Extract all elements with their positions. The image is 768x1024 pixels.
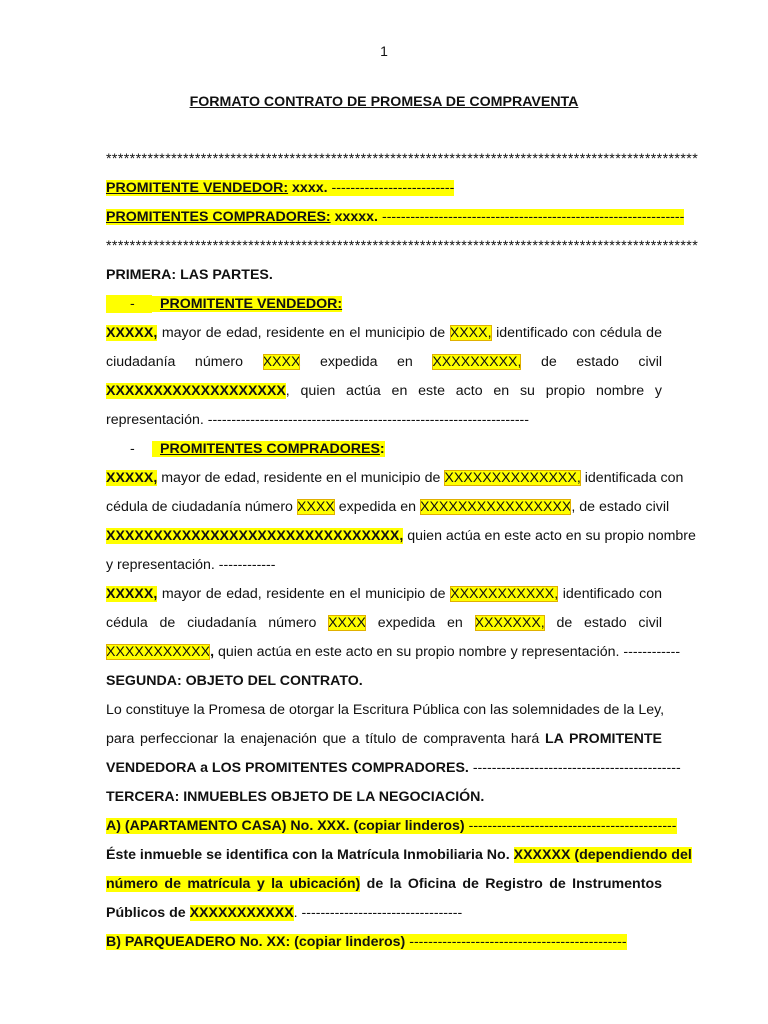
tercera-text-2: de la Oficina de Registro de Instrumentos [366, 876, 662, 892]
tercera-heading-text: TERCERA: INMUEBLES OBJETO DE LA NEGOCIACIÓN. [106, 789, 485, 805]
c1-text-1: mayor de edad, residente en el municipio de [161, 470, 441, 486]
comprador2-line-1 [106, 585, 662, 603]
tercera-hl-2: número de matrícula y la ubicación) [106, 876, 361, 892]
segunda-heading [106, 672, 662, 690]
tercera-dashes-3: . ---------------------------------- [293, 905, 463, 921]
c1-text-2: identificada con [584, 470, 684, 486]
page-number: 1 [380, 43, 388, 59]
star-separator-top: **************************************************************************************************** [106, 151, 699, 167]
item-a-text: A) (APARTAMENTO CASA) No. XXX. (copiar linderos) [106, 818, 465, 834]
c2-text-4: expedida en [377, 615, 463, 631]
compradores-dashes: ---------------------------------------------------------------- [381, 209, 685, 225]
c1-text-6: quien actúa en este acto en su propio nombre [407, 528, 696, 544]
v-text-2: identificado con cédula de [496, 325, 662, 341]
c1-text-4: expedida en [338, 499, 417, 515]
c1-municipio: XXXXXXXXXXXXXX, [444, 470, 581, 486]
tercera-line-3 [106, 904, 662, 922]
c1-expedida: XXXXXXXXXXXXXXXX [419, 499, 572, 515]
tercera-line-1 [106, 846, 692, 864]
compradores-value: xxxxx. [334, 209, 379, 225]
tercera-item-a [106, 817, 677, 835]
primera-heading [106, 266, 662, 284]
vendedor-dashes: -------------------------- [331, 180, 455, 196]
c1-text-5: , de estado civil [571, 499, 670, 515]
segunda-heading-text: SEGUNDA: OBJETO DEL CONTRATO. [106, 673, 363, 689]
v-text-5: de estado civil [540, 354, 663, 370]
item-b-dashes: ---------------------------------------------- [409, 934, 627, 950]
c2-text-1: mayor de edad, residente en el municipio de [161, 586, 446, 602]
compradores-label: PROMITENTES COMPRADORES: [106, 209, 331, 225]
tercera-line-2 [106, 875, 662, 893]
header-vendedor [106, 179, 662, 197]
c1-text-3: cédula de ciudadanía número [106, 499, 293, 515]
vendedor-line-2 [106, 353, 662, 371]
tercera-heading [106, 788, 662, 806]
c2-name: XXXXX, [106, 586, 158, 602]
compradores-colon: : [379, 441, 385, 457]
bullet-compradores [106, 440, 662, 458]
c2-municipio: XXXXXXXXXXX, [450, 586, 559, 602]
v-estado-civil: XXXXXXXXXXXXXXXXXXX [106, 383, 286, 399]
comprador1-line-2 [106, 498, 670, 516]
item-a-dashes: -------------------------------------------- [468, 818, 677, 834]
vendedor-line-4: representación. -------------------------------------------------------------------- [106, 412, 530, 428]
c2-comma: , [210, 644, 215, 660]
segunda-line-3 [106, 759, 681, 777]
c2-text-3: cédula de ciudadanía número [106, 615, 317, 631]
vendedor-label: PROMITENTE VENDEDOR: [106, 180, 289, 196]
compradores-heading: PROMITENTES COMPRADORES [160, 441, 380, 457]
comprador2-line-3 [106, 643, 681, 661]
c2-text-5: de estado civil [556, 615, 662, 631]
primera-heading-text: PRIMERA: LAS PARTES. [106, 267, 273, 283]
bullet-dash-2: - [130, 441, 135, 457]
v-cedula-number: XXXX [262, 354, 301, 370]
c2-expedida: XXXXXXX, [474, 615, 545, 631]
tercera-hl-1: XXXXXX (dependiendo del [513, 847, 692, 863]
tercera-item-b [106, 933, 662, 951]
vendedor-line-1 [106, 324, 662, 342]
tercera-text-1: Éste inmueble se identifica con la Matrícula Inmobiliaria No. [106, 847, 510, 863]
v-text-3: ciudadanía número [106, 354, 244, 370]
c2-cedula-number: XXXX [328, 615, 366, 631]
vendedor-heading: PROMITENTE VENDEDOR: [160, 296, 343, 312]
document-title [106, 93, 662, 111]
v-municipio: XXXX, [449, 325, 492, 341]
c1-estado-civil: XXXXXXXXXXXXXXXXXXXXXXXXXXXXXXX, [106, 528, 404, 544]
segunda-dashes: -------------------------------------------- [472, 760, 681, 776]
c2-estado-civil: XXXXXXXXXXX [106, 644, 211, 660]
comprador1-line-4: y representación. ------------ [106, 557, 276, 573]
c1-cedula-number: XXXX [296, 499, 335, 515]
header-compradores [106, 208, 685, 226]
title-text: FORMATO CONTRATO DE PROMESA DE COMPRAVENTA [189, 94, 579, 110]
segunda-text-2: para perfeccionar la enajenación que a título de compraventa hará [106, 731, 540, 747]
item-b-text: B) PARQUEADERO No. XX: (copiar linderos) [106, 934, 406, 950]
bullet-dash: - [106, 295, 152, 313]
segunda-line-2 [106, 730, 662, 748]
comprador2-line-2 [106, 614, 662, 632]
c1-name: XXXXX, [106, 470, 158, 486]
comprador1-line-1 [106, 469, 684, 487]
tercera-text-3: Públicos de [106, 905, 186, 921]
bullet-vendedor [106, 295, 662, 313]
c2-text-2: identificado con [562, 586, 662, 602]
v-text-1: mayor de edad, residente en el municipio de [161, 325, 446, 341]
vendedor-line-3 [106, 382, 662, 400]
star-separator-bottom: **************************************************************************************************** [106, 238, 699, 254]
v-text-4: expedida en [319, 354, 413, 370]
segunda-line-1: Lo constituye la Promesa de otorgar la Escritura Pública con las solemnidades de la Ley, [106, 702, 665, 718]
tercera-hl-3: XXXXXXXXXXX [189, 905, 294, 921]
v-name: XXXXX, [106, 325, 158, 341]
segunda-bold-2: LA PROMITENTE [544, 731, 662, 747]
comprador1-line-3 [106, 527, 696, 545]
segunda-bold-3: VENDEDORA a LOS PROMITENTES COMPRADORES. [106, 760, 469, 776]
v-expedida: XXXXXXXXX, [432, 354, 522, 370]
c2-text-6: quien actúa en este acto en su propio nombre y representación. ------------ [218, 644, 681, 660]
vendedor-value: xxxx. [292, 180, 328, 196]
v-text-6: , quien actúa en este acto en su propio nombre y [285, 383, 662, 399]
